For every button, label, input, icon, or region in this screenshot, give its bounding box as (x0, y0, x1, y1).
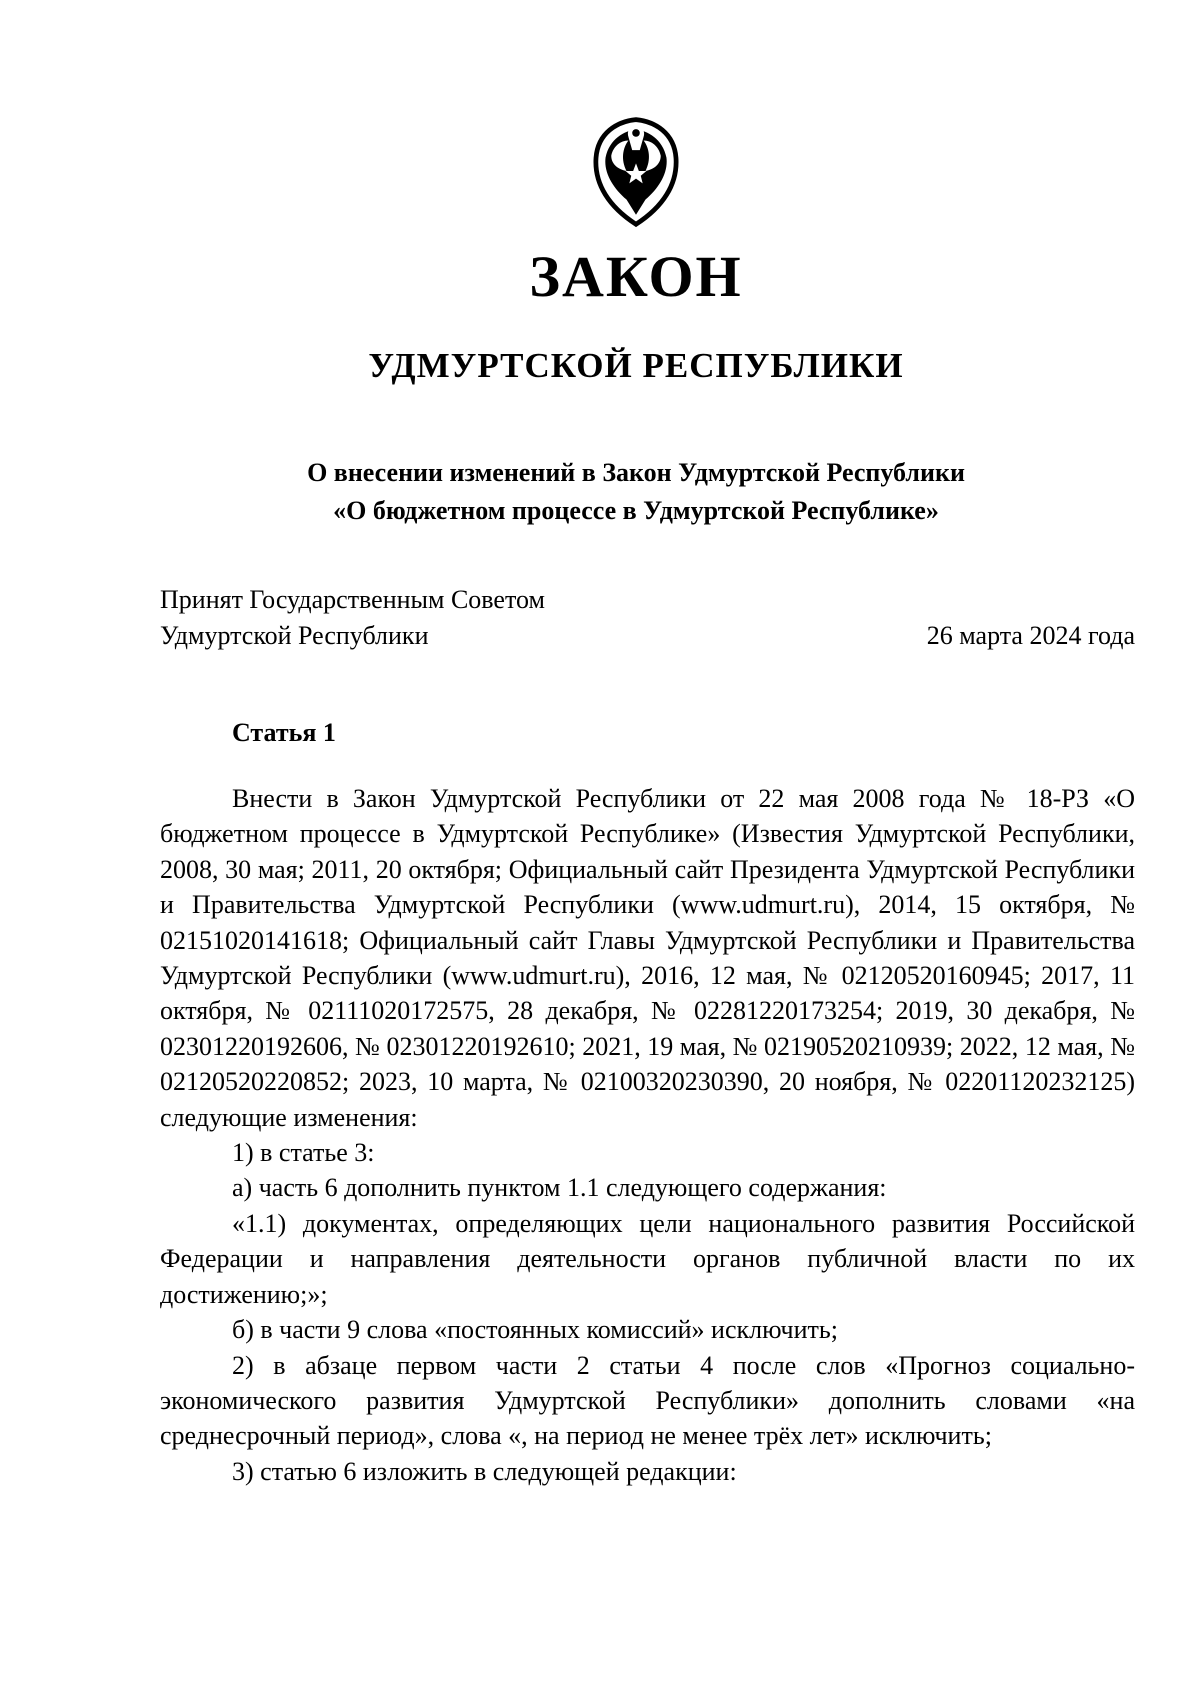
document-subtitle: УДМУРТСКОЙ РЕСПУБЛИКИ (368, 346, 904, 385)
article-body (160, 781, 1135, 1489)
article-paragraph: а) часть 6 дополнить пунктом 1.1 следующего содержания: (232, 1173, 887, 1203)
law-name (0, 454, 1200, 530)
adoption-date: 26 марта 2024 года (926, 621, 1135, 650)
document-title: ЗАКОН (529, 244, 743, 309)
adopted-by-line: Удмуртской Республики (160, 621, 429, 650)
law-name-line: «О бюджетном процессе в Удмуртской Республике» (333, 496, 939, 525)
article-paragraph: Внести в Закон Удмуртской Республики от 22 мая 2008 года № 18-РЗ «О бюджетном процессе в Удмуртской Республике» (Известия Удмуртской Республики, 2008, 30 мая; 2011, 20 октября; Официальный сайт Президента Удмуртской Республики и Правительства Удмуртской Республики (www.udmurt.ru), 2014, 15 октября, № 02151020141618; Официальный сайт Главы Удмуртской Республики и Правительства Удмуртской Республики (www.udmurt.ru), 2016, 12 мая, № 02120520160945; 2017, 11 октября, № 02111020172575, 28 декабря, № 02281220173254; 2019, 30 декабря, № 02301220192606, № 02301220192610; 2021, 19 мая, № 02190520210939; 2022, 12 мая, № 02120520220852; 2023, 10 марта, № 02100320230390, 20 ноября, № 02201120232125) следующие изменения: (160, 784, 1135, 1132)
article-heading: Статья 1 (232, 718, 336, 747)
adoption-block (160, 582, 1135, 654)
article-paragraph: 1) в статье 3: (232, 1138, 375, 1168)
article-paragraph: б) в части 9 слова «постоянных комиссий» исключить; (232, 1315, 838, 1345)
article-paragraph: «1.1) документах, определяющих цели национального развития Российской Федерации и направления деятельности органов публичной власти по их достижению;»; (160, 1208, 1135, 1309)
law-name-line: О внесении изменений в Закон Удмуртской Республики (307, 458, 965, 487)
article-paragraph: 3) статью 6 изложить в следующей редакции: (232, 1456, 737, 1486)
adopted-by-line: Принят Государственным Советом (160, 585, 545, 614)
udmurt-coat-of-arms-icon (588, 112, 684, 230)
article-paragraph: 2) в абзаце первом части 2 статьи 4 после слов «Прогноз социально-экономического развития Удмуртской Республики» дополнить словами «на среднесрочный период», слова «, на период не менее трёх лет» исключить; (160, 1350, 1135, 1451)
coat-of-arms-emblem (588, 112, 684, 230)
